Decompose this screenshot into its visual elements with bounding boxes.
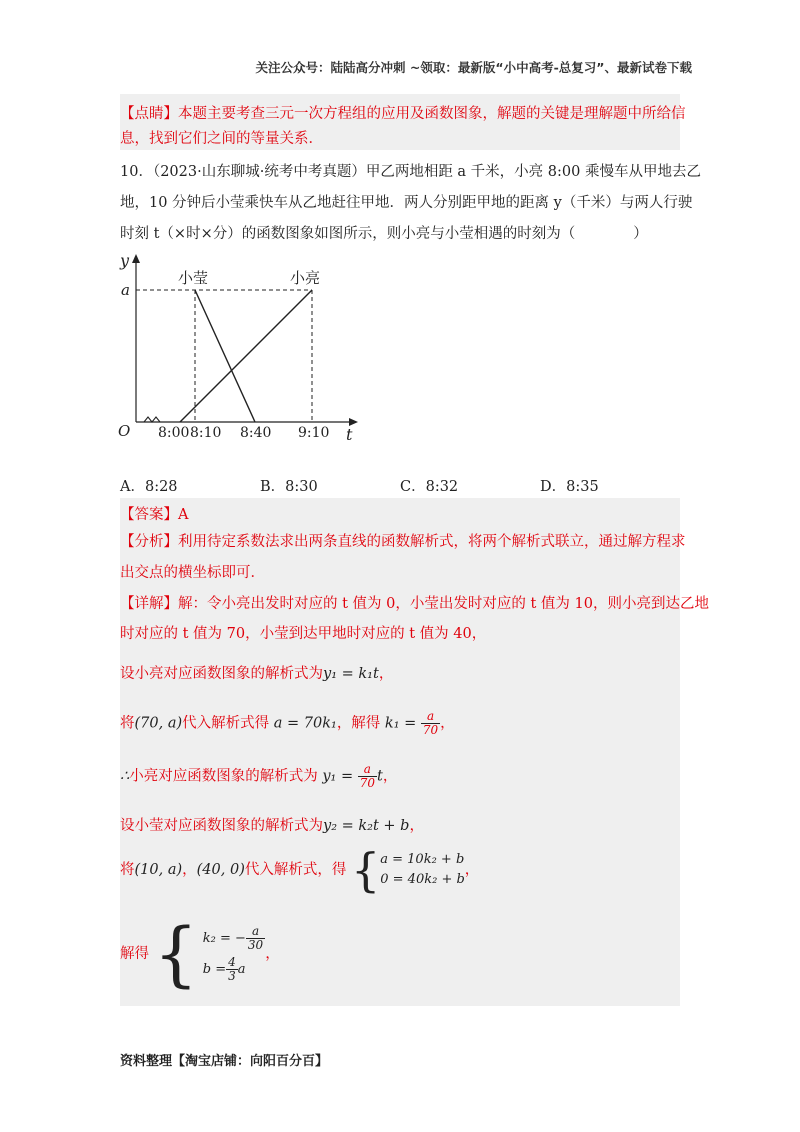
solution-system: k₂ = − $\frac{a}{30}$ b = $\frac{4}{3}$ a bbox=[202, 924, 264, 983]
left-brace-2: { bbox=[153, 913, 199, 995]
origin-label: O bbox=[118, 422, 131, 440]
a-label: a bbox=[121, 281, 130, 299]
equation-system: a = 10k₂ + b 0 = 40k₂ + b bbox=[380, 852, 465, 887]
function-graph bbox=[110, 250, 370, 450]
therefore-symbol: ∴ bbox=[120, 768, 130, 785]
tick-910: 9:10 bbox=[298, 425, 330, 441]
question-line-2: 地，10 分钟后小莹乘快车从乙地赶往甲地．两人分别距甲地的距离 y（千米）与两人行驶 bbox=[120, 195, 693, 211]
tick-800: 8:00 bbox=[158, 425, 190, 441]
choice-d[interactable]: D．8:35 bbox=[540, 479, 599, 495]
detail-step-5: 将(10, a)，(40, 0)代入解析式，得 { a = 10k₂ + b 0 = 40k₂ + b ， bbox=[120, 843, 480, 897]
review-panel bbox=[120, 94, 686, 150]
detail-line-1: 【详解】解：令小亮出发时对应的 t 值为 0，小莹出发时对应的 t 值为 10，则小亮到达乙地 bbox=[120, 596, 709, 612]
detail-tag: 【详解】 bbox=[120, 596, 178, 612]
page-footer: 资料整理【淘宝店铺：向阳百分百】 bbox=[120, 1054, 329, 1069]
equation-y2: y₂ = k₂t + b bbox=[323, 818, 410, 834]
answer-tag: 【答案】 bbox=[120, 507, 178, 523]
analysis-line-2: 出交点的横坐标即可． bbox=[120, 565, 265, 581]
detail-step-4: 设小莹对应函数图象的解析式为y₂ = k₂t + b， bbox=[120, 818, 424, 834]
axis-break bbox=[144, 417, 160, 422]
question-line-3: 时刻 t（×时×分）的函数图象如图所示，则小亮与小莹相遇的时刻为（ ） bbox=[120, 226, 648, 242]
choice-b[interactable]: B．8:30 bbox=[260, 479, 318, 495]
detail-step-6: 解得 { k₂ = − $\frac{a}{30}$ b = $\frac{4}{3}$ a ， bbox=[120, 913, 280, 995]
detail-line-2: 时对应的 t 值为 70，小莹到达甲地时对应的 t 值为 40， bbox=[120, 626, 487, 642]
analysis-line-1: 【分析】利用待定系数法求出两条直线的函数解析式，将两个解析式联立，通过解方程求 bbox=[120, 534, 686, 550]
answer-value: A bbox=[178, 507, 189, 523]
detail-step-3: ∴小亮对应函数图象的解析式为 y₁ = $\frac{a}{70}$ t， bbox=[120, 762, 398, 790]
equation-a-70k1: a = 70k₁ bbox=[273, 715, 337, 732]
x-axis-label: t bbox=[346, 425, 353, 444]
y-axis-label: y bbox=[120, 251, 130, 270]
choice-c[interactable]: C．8:32 bbox=[400, 479, 459, 495]
answer-line bbox=[120, 503, 188, 524]
equation-y1: y₁ = k₁t bbox=[323, 666, 379, 682]
label-xiaoliang: 小亮 bbox=[290, 269, 321, 287]
choice-a[interactable]: A．8:28 bbox=[120, 479, 178, 495]
review-tag: 【点睛】 bbox=[120, 106, 178, 122]
point-70-a: (70, a) bbox=[134, 715, 183, 732]
detail-step-1: 设小亮对应函数图象的解析式为y₁ = k₁t， bbox=[120, 666, 394, 682]
solution-panel bbox=[120, 498, 709, 1006]
analysis-tag: 【分析】 bbox=[120, 534, 178, 550]
page-header: 关注公众号：陆陆高分冲刺 ~领取：最新版“小中高考-总复习”、最新试卷下载 bbox=[255, 60, 692, 75]
label-xiaoying: 小莹 bbox=[178, 269, 209, 287]
tick-840: 8:40 bbox=[240, 425, 272, 441]
y-axis-arrow bbox=[132, 254, 140, 263]
review-line-2: 息，找到它们之间的等量关系． bbox=[120, 131, 323, 147]
tick-810: 8:10 bbox=[190, 425, 222, 441]
detail-step-2: 将(70, a)代入解析式得 a = 70k₁，解得 k₁ = $\frac{a}{70}$ ， bbox=[120, 709, 455, 737]
review-line-1: 【点睛】本题主要考查三元一次方程组的应用及函数图象，解题的关键是理解题中所给信 bbox=[120, 106, 686, 122]
fraction-a-70: $\frac{a}{70}$ bbox=[422, 709, 439, 737]
question-line-1: 10．（2023·山东聊城·统考中考真题）甲乙两地相距 a 千米，小亮 8:00 乘慢车从甲地去乙 bbox=[120, 164, 701, 180]
fraction-a-70-b: $\frac{a}{70}$ bbox=[359, 762, 375, 790]
left-brace: { bbox=[350, 843, 381, 897]
